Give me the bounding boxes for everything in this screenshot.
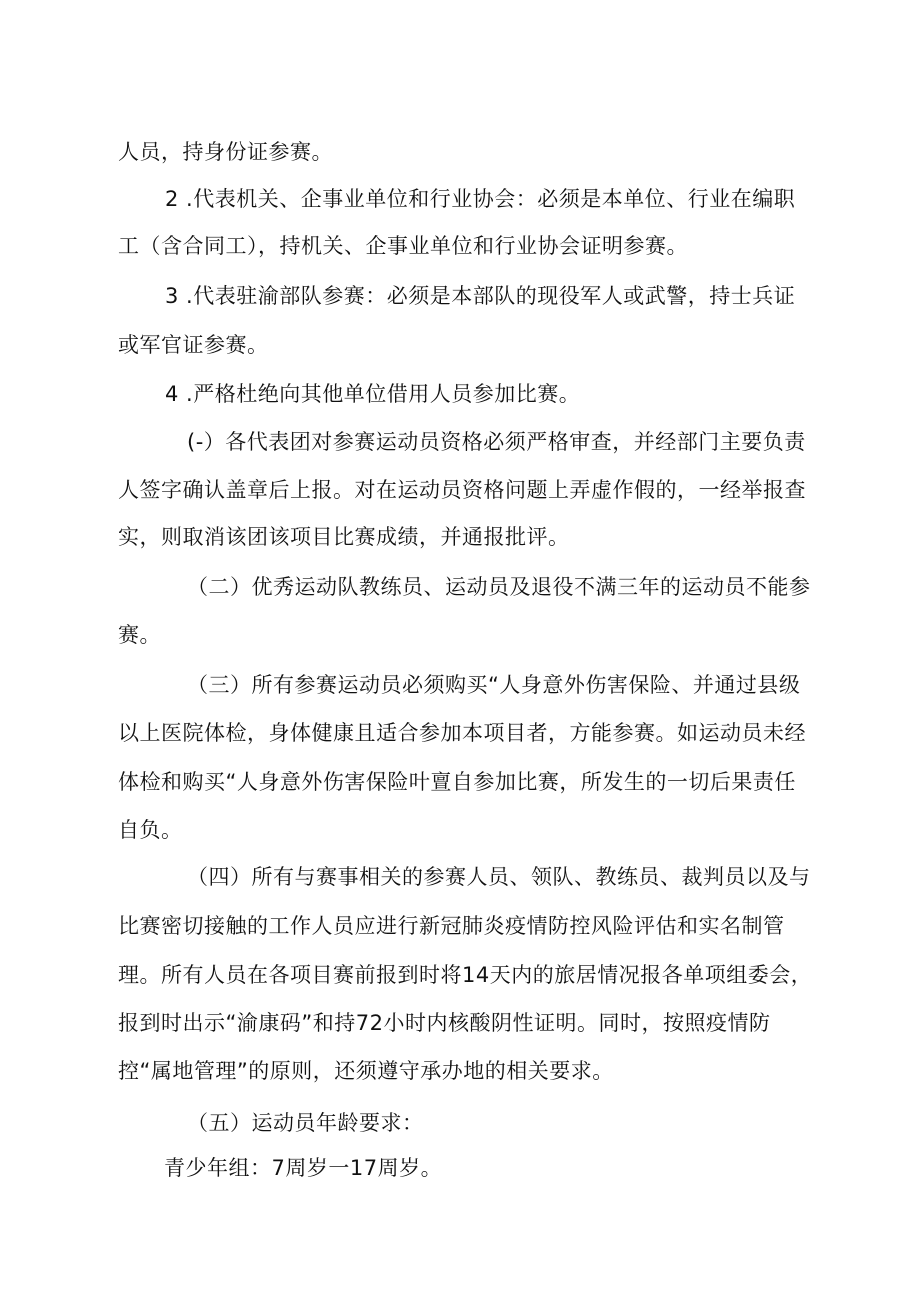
section-1-line: (-）各代表团对参赛运动员资格必须严格审查，并经部门主要负责 — [187, 430, 806, 454]
paragraph-line: 工（含合同工），持机关、企事业单位和行业协会证明参赛。 — [118, 234, 688, 258]
item-2-line: 2 .代表机关、企事业单位和行业协会：必须是本单位、行业在编职 — [165, 187, 796, 211]
paragraph-line: 或军官证参赛。 — [118, 333, 269, 357]
paragraph-line: 人员，持身份证参赛。 — [118, 140, 333, 164]
section-5-line: （五）运动员年龄要求： — [187, 1111, 424, 1135]
section-4-line: （四）所有与赛事相关的参赛人员、领队、教练员、裁判员以及与 — [187, 865, 811, 889]
paragraph-line: 报到时出示“渝康码”和持72小时内核酸阴性证明。同时，按照疫情防 — [118, 1011, 771, 1035]
section-3-line: （三）所有参赛运动员必须购买“人身意外伤害保险、并通过县级 — [187, 673, 801, 697]
paragraph-line: 人签字确认盖章后上报。对在运动员资格问题上弄虚作假的，一经举报查 — [118, 478, 806, 502]
paragraph-line: 实，则取消该团该项目比赛成绩，并通报批评。 — [118, 525, 570, 549]
item-4-line: 4 .严格杜绝向其他单位借用人员参加比赛。 — [165, 382, 581, 406]
section-2-line: （二）优秀运动队教练员、运动员及退役不满三年的运动员不能参 — [187, 575, 811, 599]
paragraph-line: 赛。 — [118, 623, 161, 647]
item-3-line: 3 .代表驻渝部队参赛：必须是本部队的现役军人或武警，持士兵证 — [165, 284, 796, 308]
paragraph-line: 体检和购买“人身意外伤害保险叶亶自参加比赛，所发生的一切后果责任 — [118, 770, 796, 794]
paragraph-line: 理。所有人员在各项目赛前报到时将14天内的旅居情况报各单项组委会， — [118, 963, 813, 987]
paragraph-line: 控“属地管理”的原则，还须遵守承办地的相关要求。 — [118, 1059, 614, 1083]
paragraph-line: 自负。 — [118, 818, 183, 842]
paragraph-line: 以上医院体检，身体健康且适合参加本项目者，方能参赛。如运动员未经 — [118, 721, 806, 745]
age-group-line: 青少年组：7周岁一17周岁。 — [164, 1156, 443, 1180]
paragraph-line: 比赛密切接触的工作人员应进行新冠肺炎疫情防控风险评估和实名制管 — [118, 914, 785, 938]
